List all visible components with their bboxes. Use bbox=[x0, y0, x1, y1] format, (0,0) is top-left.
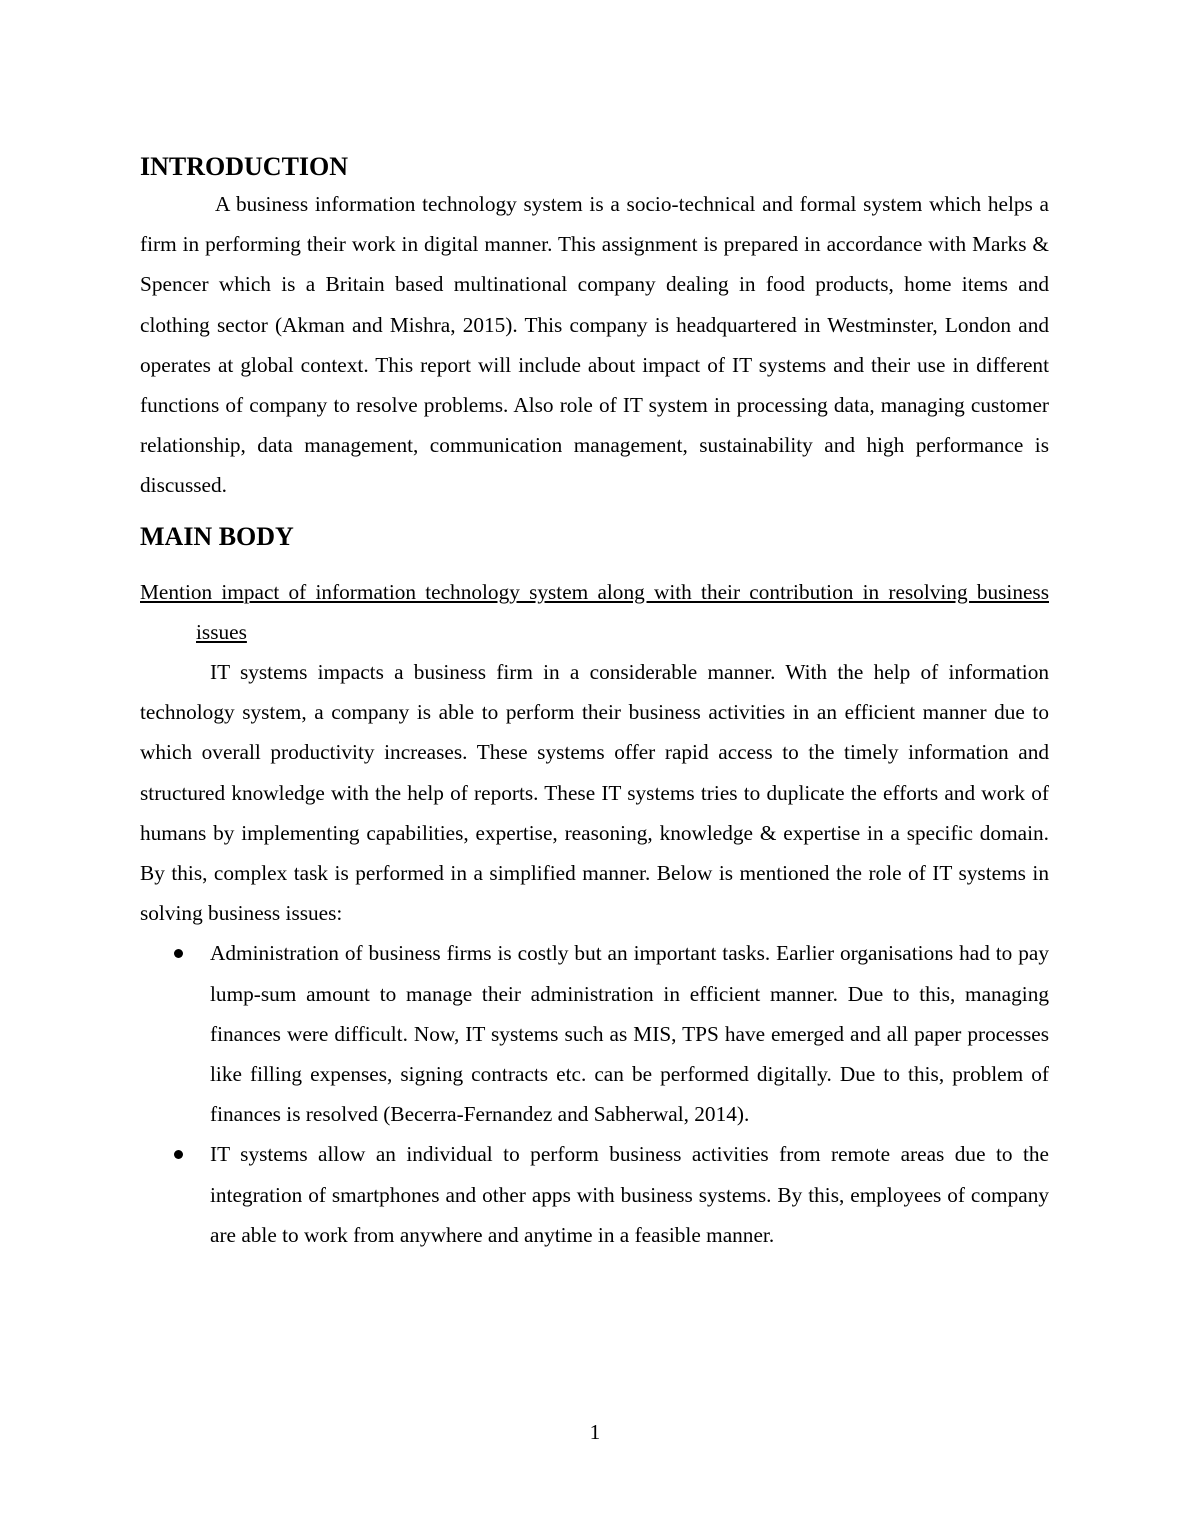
bullet-icon bbox=[174, 1150, 183, 1159]
introduction-paragraph: A business information technology system is a socio-technical and formal system which helps a firm in performing their work in digital manner. This assignment is prepared in accordance with Marks & Spencer which is a Britain based multinational company dealing in food products, home items and clothing sector (Akman and Mishra, 2015). This company is headquartered in Westminster, London and operates at global context. This report will include about impact of IT systems and their use in different functions of company to resolve problems. Also role of IT system in processing data, managing customer relationship, data management, communication management, sustainability and high performance is discussed. bbox=[140, 192, 1049, 498]
main-body-paragraph: IT systems impacts a business firm in a considerable manner. With the help of information technology system, a company is able to perform their business activities in an efficient manner due to which overall productivity increases. These systems offer rapid access to the timely information and structured knowledge with the help of reports. These IT systems tries to duplicate the efforts and work of humans by implementing capabilities, expertise, reasoning, knowledge & expertise in a specific domain. By this, complex task is performed in a simplified manner. Below is mentioned the role of IT systems in solving business issues: bbox=[140, 660, 1049, 926]
document-page bbox=[140, 150, 1049, 1255]
main-body-subheading: Mention impact of information technology system along with their contribution in resolving business issues bbox=[140, 579, 1049, 644]
bullet-item bbox=[140, 933, 1049, 1134]
bullet-list bbox=[140, 933, 1049, 1255]
bullet-text: Administration of business firms is costly but an important tasks. Earlier organisations had to pay lump-sum amount to manage their administration in efficient manner. Due to this, managing finances were difficult. Now, IT systems such as MIS, TPS have emerged and all paper processes like filling expenses, signing contracts etc. can be performed digitally. Due to this, problem of finances is resolved (Becerra-Fernandez and Sabherwal, 2014). bbox=[210, 941, 1049, 1127]
bullet-icon bbox=[174, 949, 183, 958]
introduction-heading: INTRODUCTION bbox=[140, 152, 349, 181]
bullet-text: IT systems allow an individual to perform business activities from remote areas due to the integration of smartphones and other apps with business systems. By this, employees of company are able to work from anywhere and anytime in a feasible manner. bbox=[210, 1142, 1049, 1247]
bullet-item bbox=[140, 1134, 1049, 1255]
main-body-heading: MAIN BODY bbox=[140, 521, 294, 551]
page-number: 1 bbox=[589, 1420, 601, 1444]
